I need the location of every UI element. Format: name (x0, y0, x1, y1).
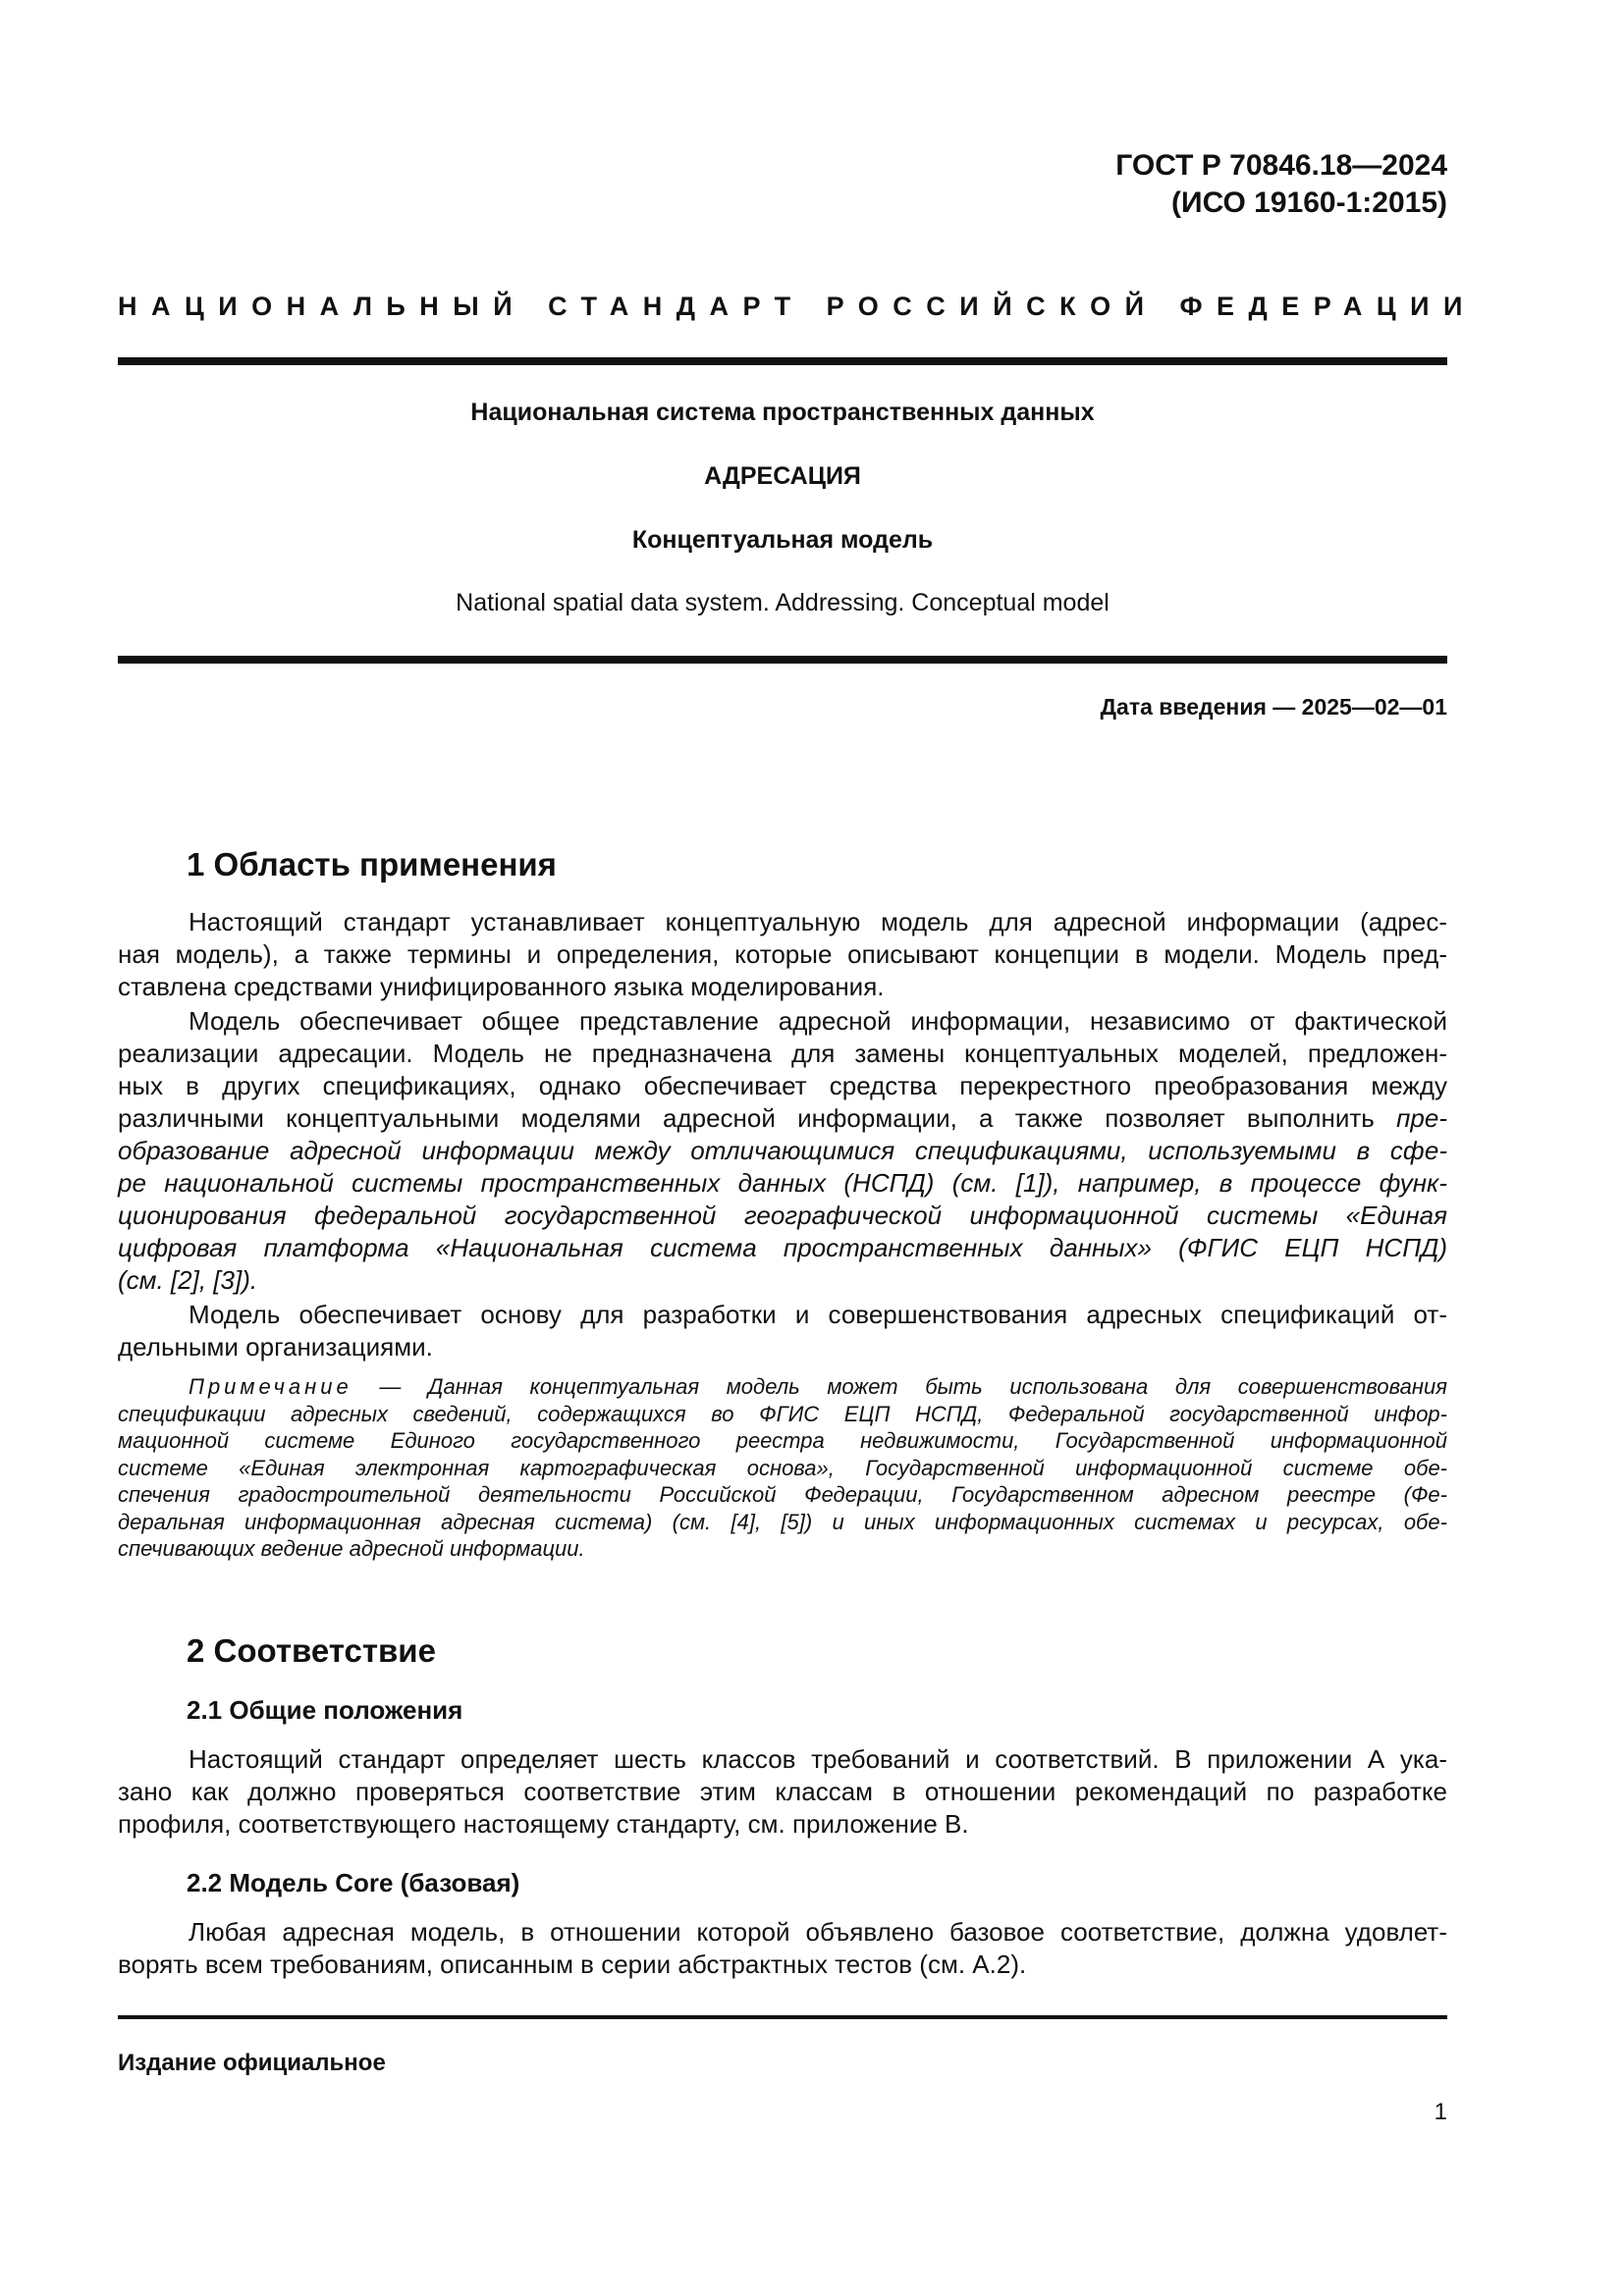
text-line: Модель обеспечивает основу для разработки и совершенствования адресных спецификаций от- (189, 1300, 1447, 1329)
english-title: National spatial data system. Addressing. Conceptual model (456, 589, 1110, 616)
section-2-heading: 2 Соответствие (187, 1632, 436, 1669)
text-line: спечивающих ведение адресной информации. (118, 1536, 585, 1561)
text-line: Настоящий стандарт устанавливает концептуальную модель для адресной информации (адрес- (189, 907, 1447, 936)
text-line (118, 1373, 1447, 1401)
text-line: системе «Единая электронная картографическая основа», Государственной информационной системе обе- (118, 1455, 1447, 1480)
text-line: образование адресной информации между отличающимися спецификациями, используемыми в сфе- (118, 1136, 1447, 1165)
section-1-heading: 1 Область применения (187, 846, 557, 882)
section-1-paragraph-2 (118, 1005, 1447, 1297)
section-2-2-heading: 2.2 Модель Core (базовая) (187, 1868, 520, 1897)
text-line: ционирования федеральной государственной географической информационной системы «Единая (118, 1201, 1447, 1230)
section-1-note (118, 1373, 1447, 1563)
text-line: мационной системе Единого государственного реестра недвижимости, Государственной информационной (118, 1428, 1447, 1453)
system-title: Национальная система пространственных данных (470, 399, 1095, 426)
gost-number: ГОСТ Р 70846.18—2024 (1115, 149, 1447, 182)
top-rule (118, 357, 1447, 365)
text-run: — Данная концептуальная модель может быть использована для совершенствования (352, 1374, 1447, 1399)
national-standard-title: НАЦИОНАЛЬНЫЙ СТАНДАРТ РОССИЙСКОЙ ФЕДЕРАЦИИ (118, 292, 1477, 321)
text-line: цифровая платформа «Национальная система пространственных данных» (ФГИС ЕЦП НСПД) (118, 1233, 1447, 1262)
text-line: спечения градостроительной деятельности Российской Федерации, Государственном адресном реестре (Фе- (118, 1482, 1447, 1507)
text-line: деральная информационная адресная система) (см. [4], [5]) и иных информационных системах и ресурсах, обе- (118, 1509, 1447, 1534)
text-line: ставлена средствами унифицированного языка моделирования. (118, 972, 885, 1001)
text-line: ре национальной системы пространственных данных (НСПД) (см. [1]), например, в процессе функ- (118, 1168, 1447, 1198)
section-1-paragraph-3 (118, 1299, 1447, 1363)
text-line: реализации адресации. Модель не предназначена для замены концептуальных моделей, предложен- (118, 1039, 1447, 1068)
text-line: профиля, соответствующего настоящему стандарту, см. приложение В. (118, 1809, 969, 1839)
section-2-1-heading: 2.1 Общие положения (187, 1695, 463, 1725)
note-label: Примечание (189, 1374, 352, 1399)
text-run-italic: пре- (1396, 1103, 1447, 1133)
title-rule (118, 656, 1447, 664)
document-number (1115, 147, 1447, 222)
iso-number: (ИСО 19160-1:2015) (1171, 187, 1447, 219)
text-line (118, 1102, 1447, 1135)
subject-title: АДРЕСАЦИЯ (704, 462, 861, 490)
section-1-paragraph-1 (118, 906, 1447, 1003)
page-number: 1 (1434, 2099, 1447, 2125)
text-line: ворять всем требованиям, описанным в серии абстрактных тестов (см. А.2). (118, 1949, 1027, 1979)
subtitle: Концептуальная модель (631, 526, 934, 554)
text-line: дельными организациями. (118, 1332, 433, 1362)
footer-rule (118, 2015, 1447, 2019)
text-line: Настоящий стандарт определяет шесть классов требований и соответствий. В приложении А ука- (189, 1744, 1447, 1774)
text-line: ная модель), а также термины и определения, которые описывают концепции в модели. Модель пред- (118, 939, 1447, 969)
section-2-2-paragraph (118, 1916, 1447, 1981)
section-2-1-paragraph (118, 1743, 1447, 1841)
text-line: (см. [2], [3]). (118, 1265, 258, 1295)
official-edition-label: Издание официальное (118, 2050, 386, 2076)
text-line: Любая адресная модель, в отношении которой объявлено базовое соответствие, должна удовлет- (189, 1917, 1447, 1947)
text-line: зано как должно проверяться соответствие этим классам в отношении рекомендаций по разработке (118, 1777, 1447, 1806)
text-line: ных в других спецификациях, однако обеспечивает средства перекрестного преобразования между (118, 1071, 1447, 1100)
introduction-date: Дата введения — 2025—02—01 (1100, 694, 1447, 720)
text-line: Модель обеспечивает общее представление адресной информации, независимо от фактической (189, 1006, 1447, 1036)
text-line: спецификации адресных сведений, содержащихся во ФГИС ЕЦП НСПД, Федеральной государственной инфор- (118, 1401, 1447, 1426)
text-run: различными концептуальными моделями адресной информации, а также позволяет выполнить (118, 1103, 1397, 1133)
